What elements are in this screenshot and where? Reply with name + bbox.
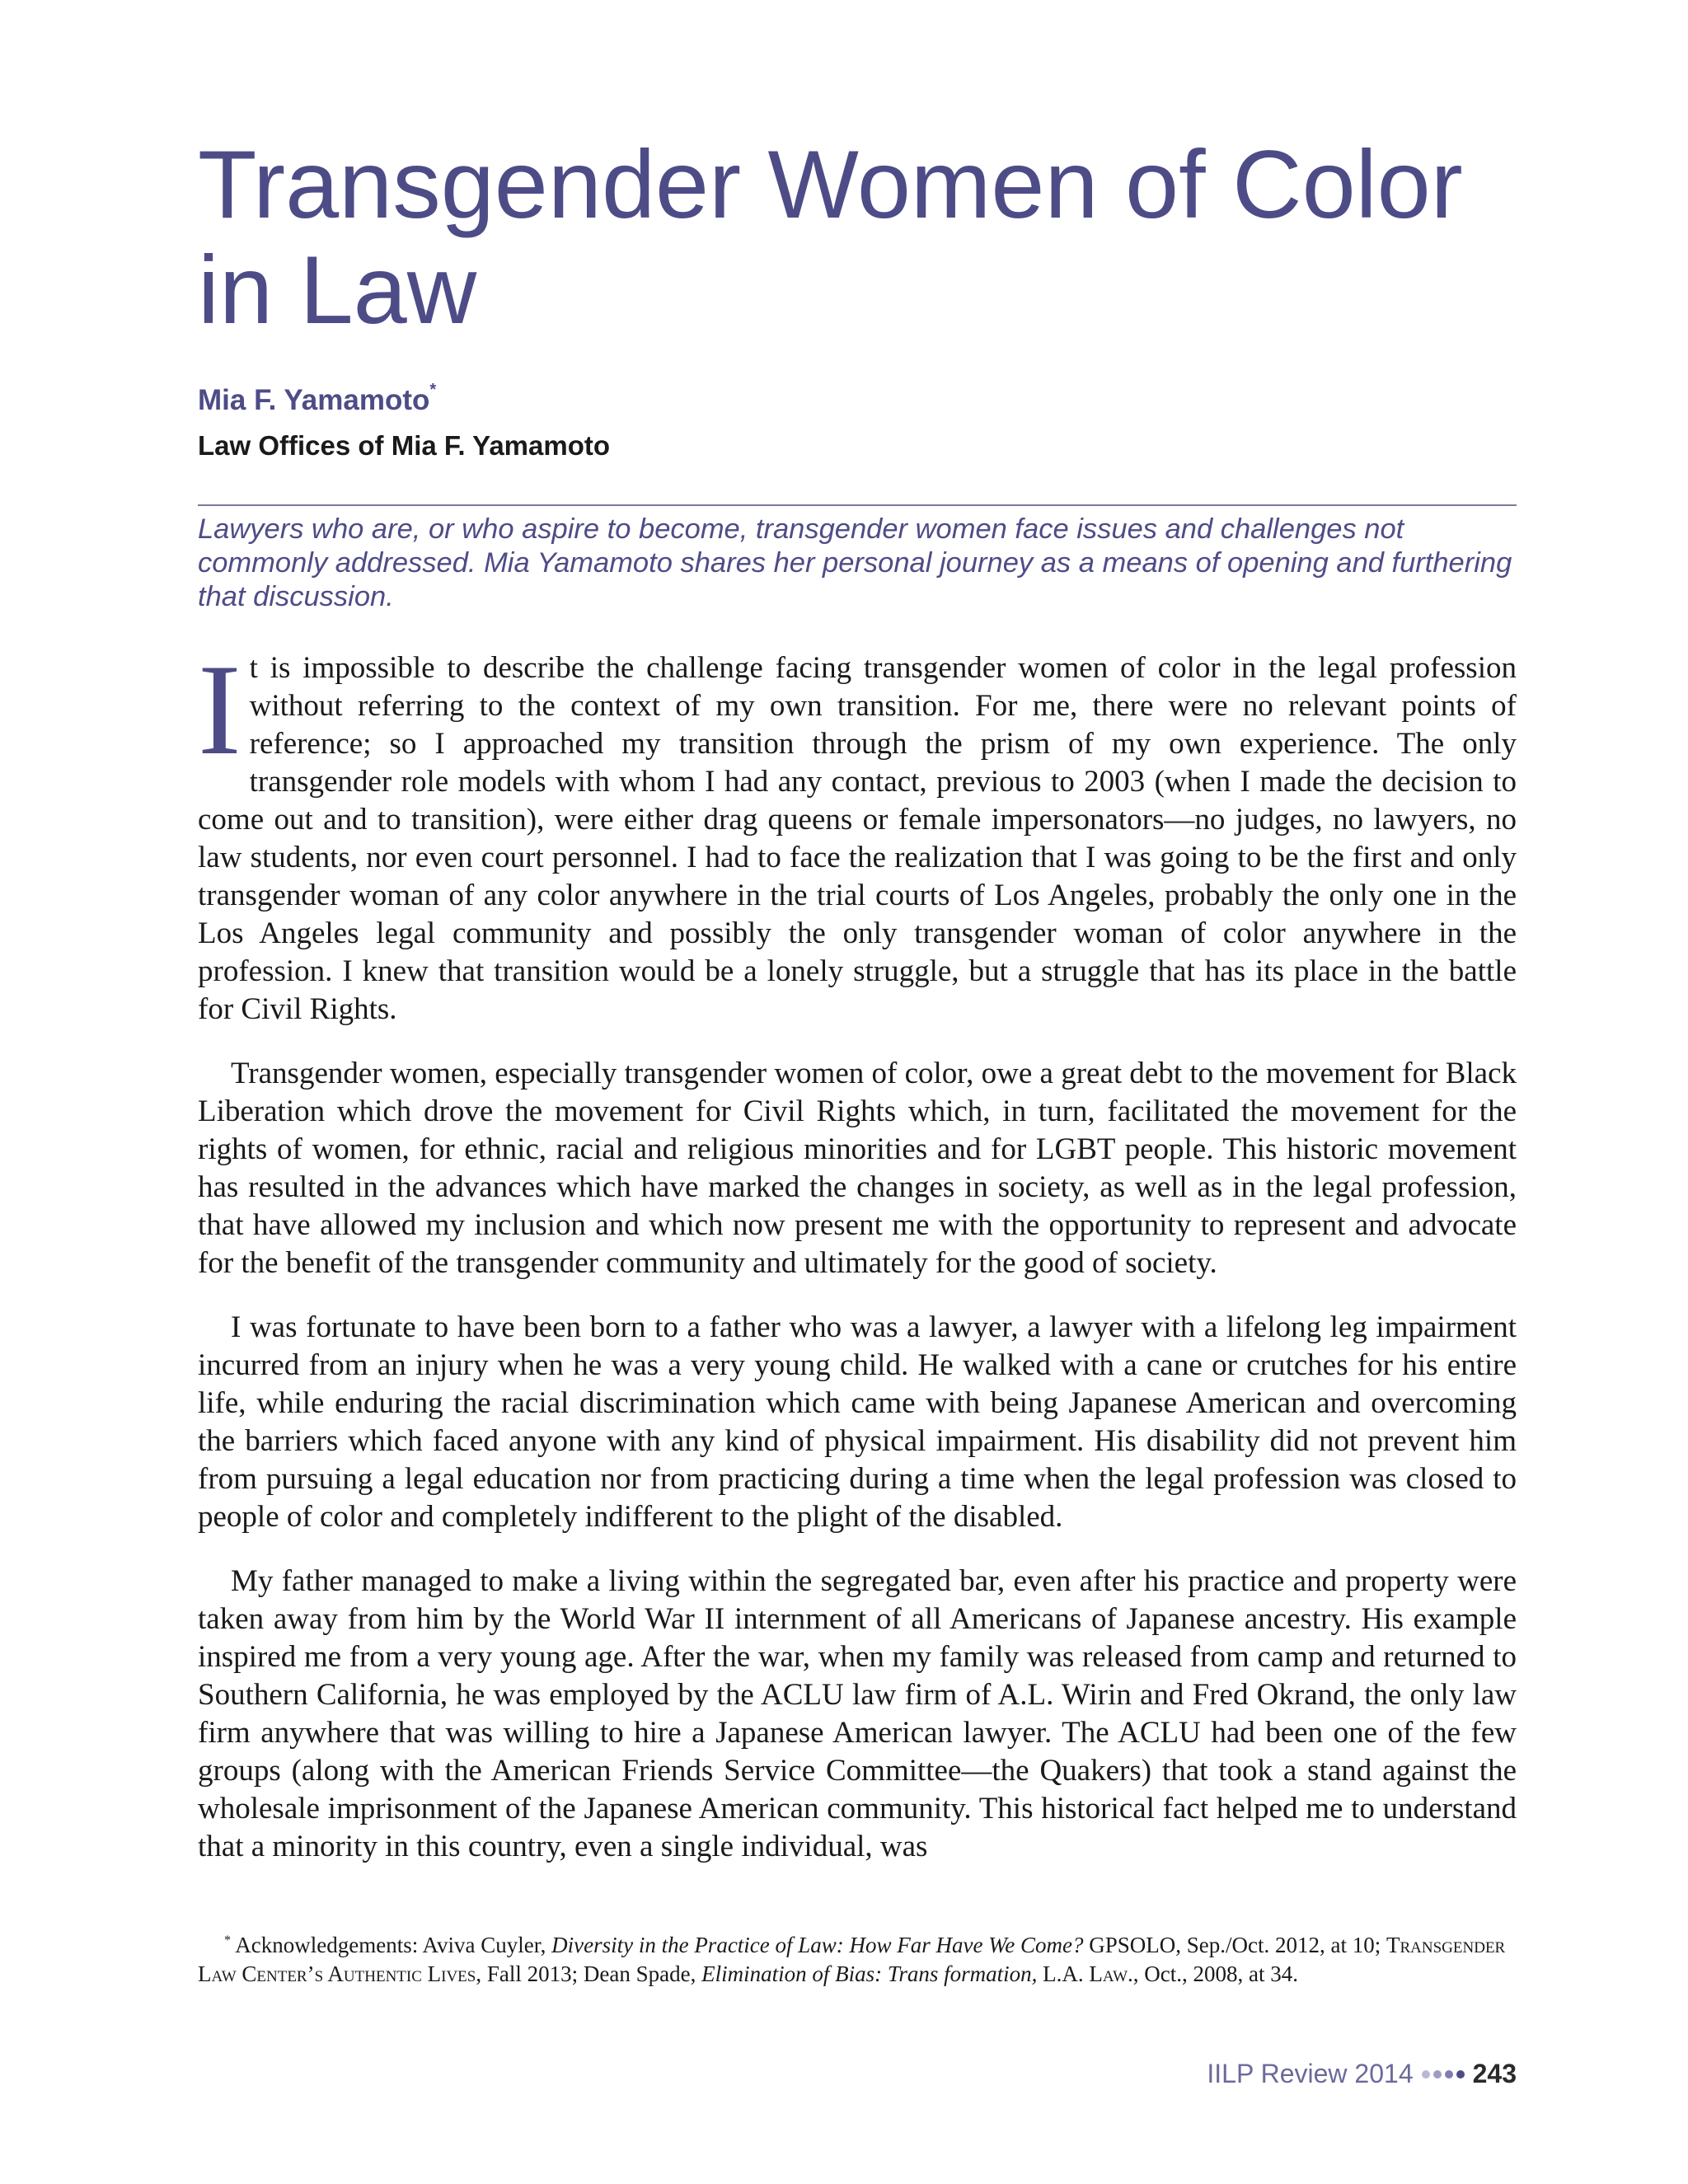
footer-dot-icon [1456,2070,1465,2079]
footer-dot-icon [1445,2070,1453,2079]
author-name: Mia F. Yamamoto* [198,381,437,416]
author-footnote-mark: * [429,381,437,399]
header-divider [198,504,1517,506]
article-abstract: Lawyers who are, or who aspire to become, transgender women face issues and challenges not commonly addressed. Mia Yamamoto shares her personal journey as a means of opening and furthering that discussion. [198,513,1512,612]
footer-dot-icon [1422,2070,1430,2079]
footer-dots [1422,2070,1465,2079]
footer-dot-icon [1433,2070,1442,2079]
body-paragraph-2: Transgender women, especially transgender women of color, owe a great debt to the movement for Black Liberation which drove the movement for Civil Rights which, in turn, facilitated the movement for the rights of women, for ethnic, racial and religious minorities and for LGBT people. This historic movement has resulted in the advances which have marked the changes in society, as well as in the legal profession, that have allowed my inclusion and which now present me with the opportunity to represent and advocate for the benefit of the transgender community and ultimately for the good of society. [198,1057,1517,1280]
page-footer [1207,2059,1517,2089]
page-number: 243 [1472,2059,1517,2088]
author-affiliation: Law Offices of Mia F. Yamamoto [198,430,611,461]
article-body [198,638,1517,1892]
body-paragraph-1: It is impossible to describe the challenge facing transgender women of color in the legal profession without referring to the context of my own transition. For me, there were no relevant points of reference; so I approached my transition through the prism of my own experience. The only transgender role models with whom I had any contact, previous to 2003 (when I made the decision to come out and to transition), were either drag queens or female impersonators—no judges, no lawyers, no law students, nor even court personnel. I had to face the realization that I was going to be the first and only transgender woman of any color anywhere in the trial courts of Los Angeles, probably the only one in the Los Angeles legal community and possibly the only transgender woman of color anywhere in the profession. I knew that transition would be a lonely struggle, but a struggle that has its place in the battle for Civil Rights. [198,638,1517,1026]
drop-cap: I [198,638,241,782]
journal-name: IILP Review 2014 [1207,2059,1414,2088]
footnote: * Acknowledgements: Aviva Cuyler, Diversity in the Practice of Law: How Far Have We Come? GPSOLO, Sep./Oct. 2012, at 10; Transgender Law Center’s Authentic Lives, Fall 2013; Dean Spade, Elimination of Bias: Trans formation, L.A. Law., Oct., 2008, at 34. [198,1933,1506,1986]
body-paragraph-4: My father managed to make a living within the segregated bar, even after his practice and property were taken away from him by the World War II internment of all Americans of Japanese ancestry. His example inspired me from a very young age. After the war, when my family was released from camp and returned to Southern California, he was employed by the ACLU law firm of A.L. Wirin and Fred Okrand, the only law firm anywhere that was willing to hire a Japanese American lawyer. The ACLU had been one of the few groups (along with the American Friends Service Committee—the Quakers) that took a stand against the wholesale imprisonment of the Japanese American community. This historical fact helped me to understand that a minority in this country, even a single individual, was [198,1564,1517,1863]
article-title: Transgender Women of Color in Law [198,130,1463,344]
body-paragraph-3: I was fortunate to have been born to a father who was a lawyer, a lawyer with a lifelong leg impairment incurred from an injury when he was a very young child. He walked with a cane or crutches for his entire life, while enduring the racial discrimination which came with being Japanese American and overcoming the barriers which faced anyone with any kind of physical impairment. His disability did not prevent him from pursuing a legal education nor from practicing during a time when the legal profession was closed to people of color and completely indifferent to the plight of the disabled. [198,1310,1517,1534]
